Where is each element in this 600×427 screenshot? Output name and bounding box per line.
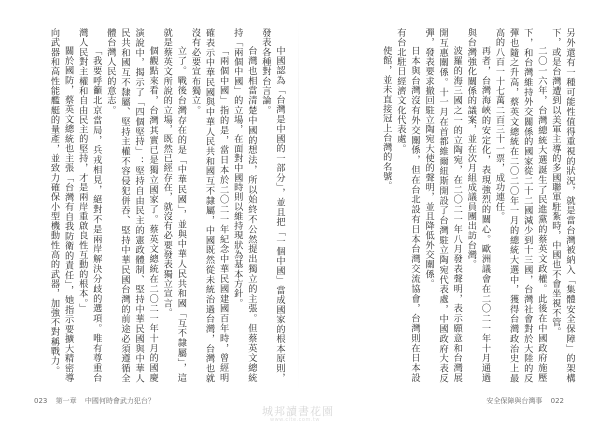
right-running-title: 安全保障與台灣事	[486, 397, 543, 405]
watermark-logo: 城邦讀書花園	[262, 405, 334, 418]
left-chapter-label: 第一章	[55, 397, 77, 405]
paragraph: 中國認為「台灣是中國的一部分」，並且把「一個中國」當成國家的根本原則，發表各種對台言論。	[259, 28, 285, 383]
paragraph: 日本與台灣沒有外交關係，但在台北設有日本台灣交流協會，台灣則在日本設有台北駐日經濟文化代表處。	[394, 28, 420, 383]
book-gutter	[298, 20, 299, 390]
paragraph: 個觀點來看，台灣其實已是獨立國家了。蔡英文總統在二〇二一年十月的國慶演說中，揭示了「四個堅持」：堅持自由民主的憲政體制、堅持中華民國與中華人民共和國互不隸屬、堅持主權不容侵犯併吞、堅持中華民國台灣的前途必須遵循全體台灣人民的意志。	[104, 28, 159, 383]
paragraph: 「我要呼籲北京當局，兵戎相見，絕對不是兩岸解決分歧的選項。唯有尊重台灣人民對主權和自由民主的堅持，才是兩岸重啟良性互動的根本。」	[76, 28, 102, 383]
paragraph: 立了。戰後台灣存在的是「中華民國」，並與中華人民共和國「互不隸屬」，這就是蔡英文所說的立場，既然已經存在，就沒有必要發表獨立宣言。	[161, 28, 187, 383]
left-page-body	[24, 28, 286, 383]
left-page-footer	[34, 396, 161, 406]
right-page-number: 022	[550, 397, 564, 405]
paragraph: 另外還有一種可能性值得重視的狀況，就是當台灣被納入「集體安全保障」的架構下，或是台灣遭到以美軍主導的多國聯軍駐紮時，中國也不會坐視不管。	[549, 28, 575, 383]
paragraph: 再者，台灣海峽的安定化，表現強烈的關心。歐洲議會在二〇二一年十月通過與台灣強化關係的議案，並在次月組成議員團出訪台灣。	[465, 28, 491, 383]
paragraph: 波羅的海三國之一的立陶宛，在二〇二一年八月發表聲明，表示願意和台灣展開互惠關係。十一月在首都維爾紐斯開設了台灣駐立陶宛代表處，中國政府大表反彈，發表要求撤回駐立陶宛大使的聲明，並且降低外交關係。	[423, 28, 463, 383]
paragraph: 關於國防，蔡英文總統也主張「台灣有自我防衛的責任」，她指示要擴大精密導向武器和高性能艦艇的量產，並致力確保小型機動性高的武器，加強不對稱戰力。	[48, 28, 74, 383]
right-page-body	[314, 28, 576, 383]
left-page	[24, 28, 286, 383]
paragraph: 「兩個中國」指的是，當日本於二〇二一年紀念中華民國建國百年時，曾經明確表示中華民國與中華人民共和國互不隸屬，中國既然從未統治過台灣，台灣也就沒有必要宣布獨立。	[189, 28, 229, 383]
right-page	[314, 28, 576, 383]
right-page-footer	[480, 396, 564, 406]
paragraph: 二〇一六年，台灣總統大選誕生了民進黨的蔡英文政權。此後在中國政府施壓下，和台灣維持外交關係的國家從二十二國減少到十三國，台灣社會對於大陸的反彈也隨之升高，蔡英文總統在二〇二〇年一月的總統大選中，獲得台灣政治史上最高的八百一十七萬二百三十一票，成功連任。	[493, 28, 547, 383]
left-page-number: 023	[34, 397, 48, 405]
paragraph: 台灣也相當清楚中國的想法，所以始終不公然提出獨立的主張。但蔡英文總統持「兩個中國」的立場，在面對中國時則以維持現狀為基本方針。	[231, 28, 257, 383]
left-running-title: 中國何時會武力犯台？	[84, 397, 155, 405]
watermark-url: www.cite.com.tw	[270, 417, 320, 423]
paragraph: 使館，並未直接冠上台灣的名號。	[380, 46, 392, 192]
